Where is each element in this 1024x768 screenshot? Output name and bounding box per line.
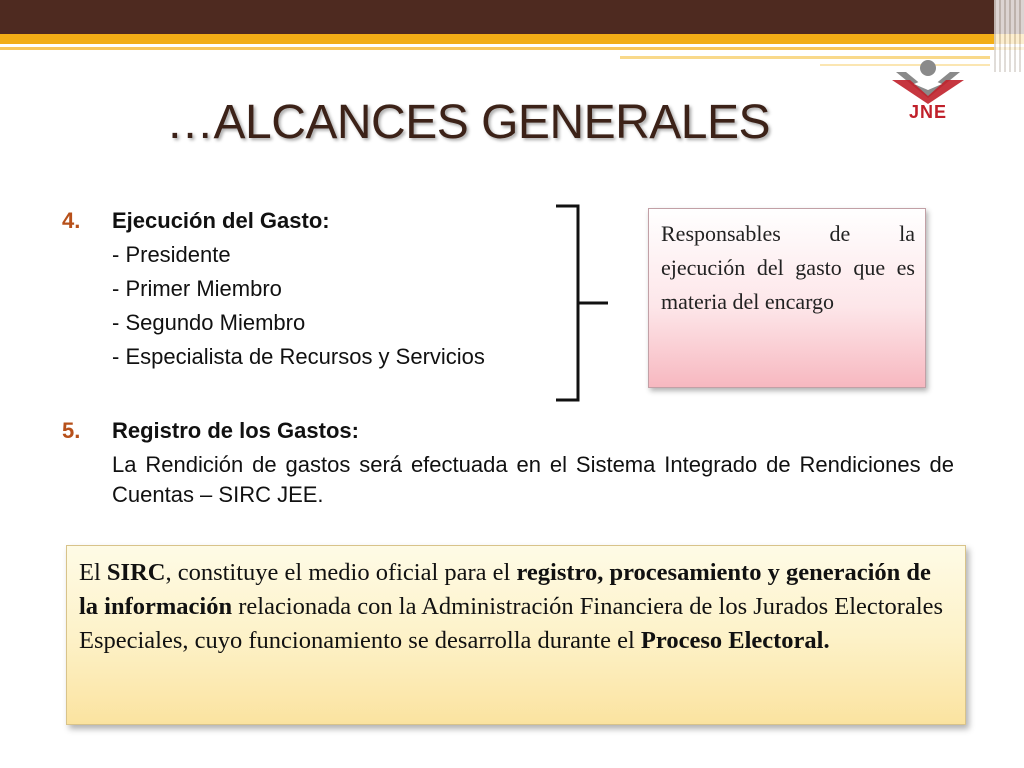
note-text: relacionada con la Administración Financiera de los Jurados Electorales Especiales, cuyo funcionamiento se desarrolla durante el bbox=[79, 593, 944, 654]
section-description: La Rendición de gastos será efectuada en el Sistema Integrado de Rendiciones de Cuentas – SIRC JEE. bbox=[112, 452, 954, 507]
logo-text: JNE bbox=[908, 102, 947, 122]
top-decor-band bbox=[0, 0, 1024, 34]
list-item: - Especialista de Recursos y Servicios bbox=[112, 344, 485, 369]
slide-title: …ALCANCES GENERALES bbox=[166, 96, 771, 149]
note-text: , constituye el medio oficial para el bbox=[165, 559, 517, 586]
section-number: 4. bbox=[62, 208, 81, 233]
note-bold-text: registro, procesamiento y generación de la información bbox=[79, 559, 931, 620]
section-number: 5. bbox=[62, 418, 81, 443]
section-heading: Registro de los Gastos: bbox=[112, 418, 359, 443]
responsables-callout bbox=[648, 208, 926, 388]
gold-decor-band bbox=[0, 34, 1024, 44]
corner-stripes bbox=[994, 0, 1024, 72]
gold-decor-line bbox=[0, 47, 1024, 50]
right-brace-icon bbox=[552, 204, 612, 402]
list-item: - Primer Miembro bbox=[112, 276, 282, 301]
section-heading: Ejecución del Gasto: bbox=[112, 208, 330, 233]
callout-text: Responsables de la ejecución del gasto que es materia del encargo bbox=[661, 221, 915, 314]
sirc-note-box bbox=[66, 545, 966, 725]
list-item: - Segundo Miembro bbox=[112, 310, 306, 335]
note-bold-text: Proceso Electoral. bbox=[640, 627, 830, 654]
sirc-note-text bbox=[79, 556, 953, 658]
note-text: El bbox=[79, 559, 107, 586]
jne-emblem-icon bbox=[888, 58, 968, 104]
jne-logo bbox=[888, 58, 968, 128]
note-bold-text: SIRC bbox=[106, 559, 166, 586]
list-item: - Presidente bbox=[112, 242, 231, 267]
